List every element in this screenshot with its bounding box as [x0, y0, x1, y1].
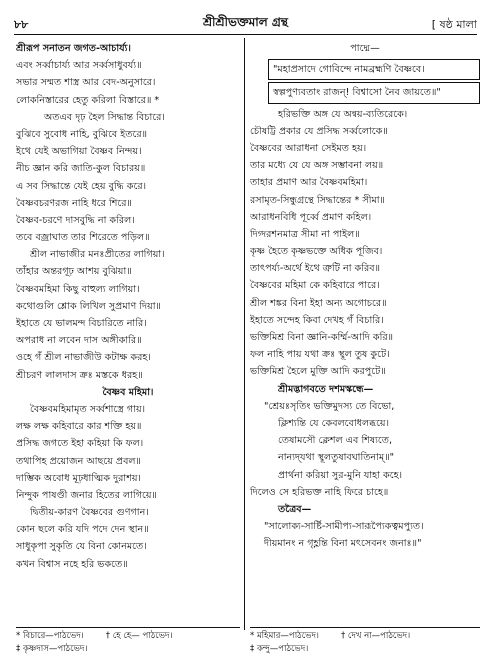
footnote: † দেখ না—পাঠভেদ। — [340, 631, 411, 641]
verse-line: কথোগুলি শ্লোক লিখিল সুপ্রমাণ দিয়া॥ — [16, 300, 161, 312]
verse-line: কখন বিশ্বাস নহে হরি ভকতে॥ — [16, 558, 128, 570]
footnote: * মহিমার—পাঠভেদ। — [250, 631, 319, 641]
verse-line: দিলেও সে হরিভক্ত নাহি ফিরে চাহে॥ — [250, 486, 389, 498]
verse-line: দাম্ভিক অবোধ মূঢ়ধাত্মিক দুরাশয়। — [16, 472, 141, 484]
verse-line: কোন ছলে করি যদি পদে দেন স্থান॥ — [16, 524, 149, 536]
verse-line: এবং সর্ব্বাচার্য্য আর সর্ব্বসাধুবর্য্য॥ — [16, 60, 142, 72]
verse-line: লোকনিস্তারের হেতু করিলা বিস্তারে॥ * — [16, 94, 160, 106]
subheading: তত্রৈব— — [278, 503, 312, 515]
verse-line: নিন্দুক পাষণ্ডী জনার হিতের লাগিয়ে॥ — [16, 489, 157, 501]
verse-line: "মহাপ্রসাদে গোবিন্দে নামব্রহ্মণি বৈষ্ণবে। — [268, 59, 480, 80]
verse-line: ভক্তিমিশ্র হৈলে মুক্তি আদি করপুটে॥ — [250, 366, 386, 378]
verse-line: তাৎপর্য্য-অর্থে ইথে ত্রুটি না করিব॥ — [250, 263, 381, 275]
quote-line: তেষামসৌ ক্লেশল এব শিষ্যতে, — [278, 435, 393, 447]
verse-line: ইহাতে যে ভালমন্দ বিচারিতে নারি। — [16, 318, 147, 329]
right-footnotes — [250, 627, 480, 656]
quote-line: দীয়মানং ন গৃহ্ণন্তি বিনা মৎসেবনং জনাঃ॥" — [264, 538, 422, 550]
verse-line: তার মধ্যে যে যে অঙ্গ সম্ভাবনা লয়॥ — [250, 160, 384, 172]
footnote: ‡ কন্দু—পাঠভেদ। — [250, 644, 309, 654]
verse-line: তথাপিহ প্রয়োজন আছয়ে প্রবল॥ — [16, 455, 141, 467]
verse-line: লক্ষ লক্ষ কহিবারে কার শক্তি হয়॥ — [16, 421, 142, 433]
left-footnotes — [16, 627, 240, 656]
verse-line: অপরাধ না লবেন দাস অঙ্গীকারি॥ — [16, 335, 142, 347]
right-column — [250, 40, 480, 552]
verse-line: ইহাতে সন্দেহ কিবা দেখহ গঁ বিচারি। — [250, 314, 384, 326]
verse-line: শ্রীচরণ লালদাস ক্রঃ মস্তকে ধরহ॥ — [16, 369, 143, 381]
verse-line: ফল নাহি পায় যথা ক্রঃ স্থূল তুষ কুটে। — [250, 349, 390, 361]
verse-line: ওহে গঁ শ্রীল নাভাজীউ কটাক্ষ করহ। — [16, 352, 151, 364]
page-number: ৮৮ — [14, 18, 29, 31]
section-title: বৈষ্ণব মহিমা। — [102, 386, 154, 398]
verse-line: হরিভক্তি অঙ্গ যে অন্বয়-ব্যতিরেকে। — [278, 108, 408, 120]
verse-line: নীচ জ্ঞান করি জাতি-কুল বিচারয়॥ — [16, 163, 146, 175]
quote-line: "সালোক্য-সার্ষ্টি-সামীপ্য-সারূপ্যৈকত্বমপ্যুত। — [264, 521, 424, 533]
verse-line: এ সব সিদ্ধান্তে যেই হেয় বুদ্ধি করে। — [16, 180, 147, 192]
verse-line: বৈষ্ণব-চরণে দাসবুদ্ধি না করিল। — [16, 214, 135, 226]
footnote: † হে হে— পাঠভেদ। — [105, 631, 173, 641]
verse-line: আরাধনবিধি পূর্ব্বে প্রমাণ কহিল। — [250, 211, 372, 223]
verse-line: বৈষ্ণবের মহিমা কে কহিবারে পারে। — [250, 280, 380, 292]
footnote: * বিচারে—পাঠভেদ। — [16, 631, 84, 641]
verse-line: বুঝিবে সুবোধ নাহি, বুঝিবে ইতরে॥ — [16, 128, 148, 140]
verse-line: দিগ্দরশনমাত্র সীমা না পাইল॥ — [250, 228, 360, 240]
verse-line: সাধুকৃপা সুকৃতি যে বিনা কোনমতে। — [16, 541, 147, 553]
quote-line: নান্যদ্‌যথা স্থূলতুষাবঘাতিনাম্॥" — [278, 452, 395, 464]
verse-line: রসামৃত-সিন্ধুগ্রন্থে সিদ্ধান্তের * সীমা॥ — [250, 194, 385, 206]
verse-line: বৈষ্ণবচরণরজ নাহি ধরে শিরে॥ — [16, 197, 132, 209]
verse-line: শ্রীল শঙ্কর বিনা ইহা অন্য অগোচরে॥ — [250, 297, 387, 309]
verse-line: স্বল্পপুণ্যবতাং রাজন্! বিশ্বাসো নৈব জায়তে॥" — [268, 82, 480, 103]
verse-line: কৃষ্ণ হৈতে কৃষ্ণভক্তে অধিক পূজিব। — [250, 246, 383, 258]
verse-line: প্রার্থনা করিয়া সুর-মুনি যাহা কহে। — [278, 469, 403, 481]
subheading: শ্রীমদ্ভাগবতে দশমস্কন্ধে— — [278, 383, 374, 395]
verse-line: প্রসিদ্ধ জগতে ইহা কহিয়া কি ফল। — [16, 438, 144, 450]
verse-line: পাদ্মে— — [350, 43, 380, 54]
header-rule — [14, 34, 477, 35]
verse-line: তবে বজ্রাঘাত তার শিরেতে পড়িল॥ — [16, 232, 150, 244]
verse-line: চৌষট্টি প্রকার যে প্রসিদ্ধ সর্ব্বলোকে॥ — [250, 125, 388, 137]
verse-line: তাহার প্রমাণ আর বৈষ্ণবমহিমা। — [250, 177, 368, 189]
column-divider — [244, 38, 245, 630]
verse-line: ইথে যেই অভাগিয়া বৈষ্ণব নিন্দয়। — [16, 146, 142, 158]
footnote: ‡ কৃষ্ণদাস—পাঠভেদ। — [16, 644, 88, 654]
verse-line: ভক্তিমিশ্র বিনা জ্ঞানি-কর্ম্মি-আদি করি॥ — [250, 332, 394, 343]
verse-line: বৈষ্ণবমহিমামৃত সর্ব্বশাস্ত্রে গায়। — [30, 403, 146, 415]
verse-line: অতএব দৃঢ় হৈল সিদ্ধান্ত বিচারে। — [44, 111, 165, 123]
verse-line: দ্বিতীয়-কারণ বৈষ্ণবের গুণগান। — [30, 507, 149, 519]
verse-line: শ্রীরূপ সনাতন জগত-আচার্য্য। — [16, 43, 131, 54]
verse-line: বৈষ্ণবের আরাধনা সেইমত হয়। — [250, 142, 367, 154]
page-header — [14, 14, 477, 34]
left-column — [16, 40, 240, 573]
verse-line: বৈষ্ণবমহিমা কিছু বাহুল্য লাগিয়া। — [16, 283, 140, 295]
quote-line: ক্লিশ্যন্তি যে কেবলবোধলব্ধয়ে। — [278, 417, 390, 429]
verse-line: তাঁহার অন্তরগূঢ় আশয় বুঝিয়া॥ — [16, 266, 132, 278]
series-label: [ ষষ্ঠ মালা — [431, 18, 477, 31]
quote-line: "শ্রেয়ঃসৃতিং ভক্তিমুদস্য তে বিভো, — [264, 400, 395, 412]
book-title: শ্রীশ্রীভক্তমাল গ্রন্থ — [203, 15, 288, 29]
verse-line: সভার সম্মত শাস্ত্র আর বেদ-অনুসারে। — [16, 77, 156, 89]
verse-line: শ্রীল নাভাজীর মনঃপ্রীতের লাগিয়া। — [30, 249, 165, 261]
